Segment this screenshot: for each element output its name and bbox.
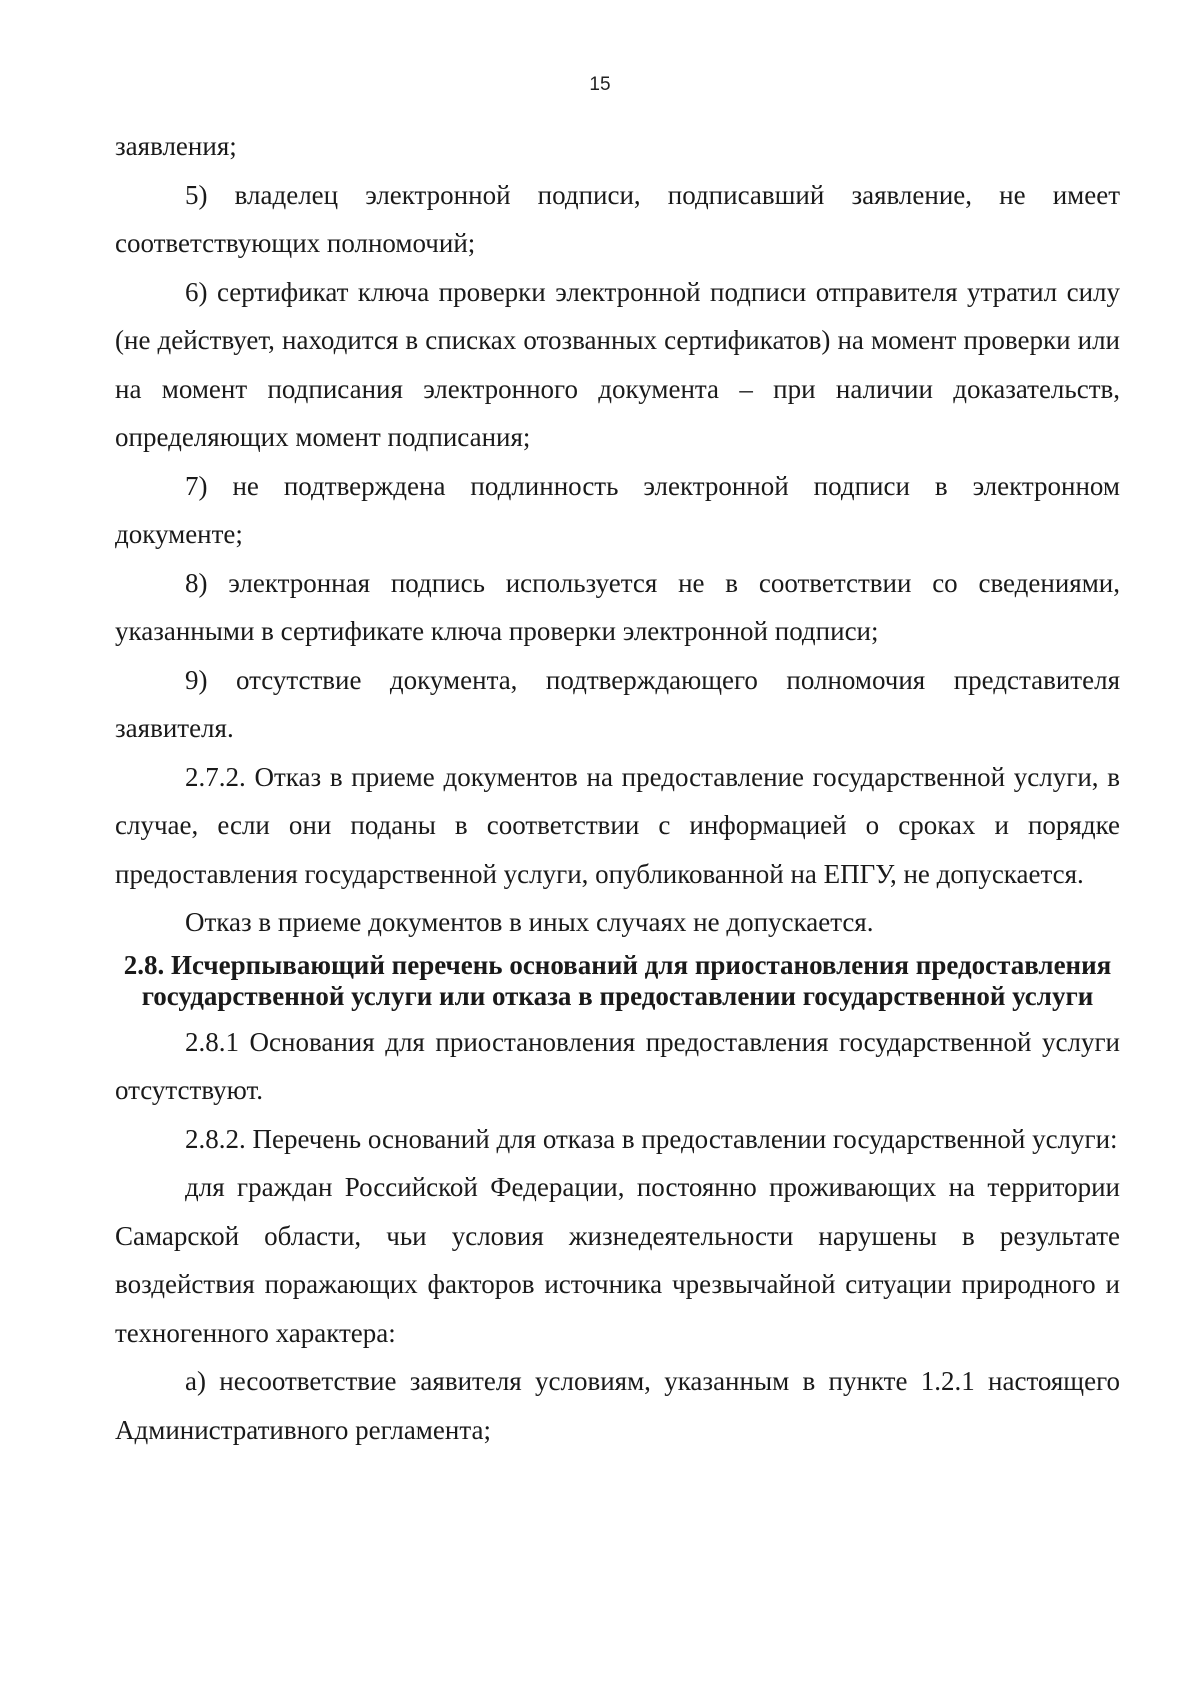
paragraph-refusal-other-cases: Отказ в приеме документов в иных случаях не допускается. — [185, 907, 874, 937]
paragraph-item-5: 5) владелец электронной подписи, подписавший заявление, не имеет соответствующих полномочий; — [115, 179, 1120, 258]
paragraph-continuation: заявления; — [115, 131, 237, 161]
page-number: 15 — [589, 74, 611, 95]
paragraph-item-7: 7) не подтверждена подлинность электронной подписи в электронном документе; — [115, 470, 1120, 549]
paragraph-item-8: 8) электронная подпись используется не в соответствии со сведениями, указанными в сертификате ключа проверки электронной подписи; — [115, 567, 1120, 646]
section-heading-2-8: 2.8. Исчерпывающий перечень оснований для приостановления предоставления государственной услуги или отказа в предоставлении государственной услуги — [123, 949, 1112, 1011]
paragraph-item-a: а) несоответствие заявителя условиям, указанным в пункте 1.2.1 настоящего Административного регламента; — [115, 1366, 1120, 1445]
paragraph-2-8-2: 2.8.2. Перечень оснований для отказа в предоставлении государственной услуги: — [185, 1123, 1118, 1154]
paragraph-item-9: 9) отсутствие документа, подтверждающего полномочия представителя заявителя. — [115, 664, 1120, 743]
paragraph-item-6: 6) сертификат ключа проверки электронной подписи отправителя утратил силу (не действует, находится в списках отозванных сертификатов) на момент проверки или на момент подписания электронного документа – при наличии доказательств, определяющих момент подписания; — [115, 276, 1120, 452]
paragraph-2-7-2: 2.7.2. Отказ в приеме документов на предоставление государственной услуги, в случае, если они поданы в соответствии с информацией о сроках и порядке предоставления государственной услуги, опубликованной на ЕПГУ, не допускается. — [115, 761, 1120, 889]
document-body — [115, 122, 1120, 1454]
paragraph-citizens: для граждан Российской Федерации, постоянно проживающих на территории Самарской области, чьи условия жизнедеятельности нарушены в результате воздействия поражающих факторов источника чрезвычайной ситуации природного и техногенного характера: — [115, 1172, 1120, 1348]
paragraph-2-8-1: 2.8.1 Основания для приостановления предоставления государственной услуги отсутствуют. — [115, 1026, 1120, 1105]
